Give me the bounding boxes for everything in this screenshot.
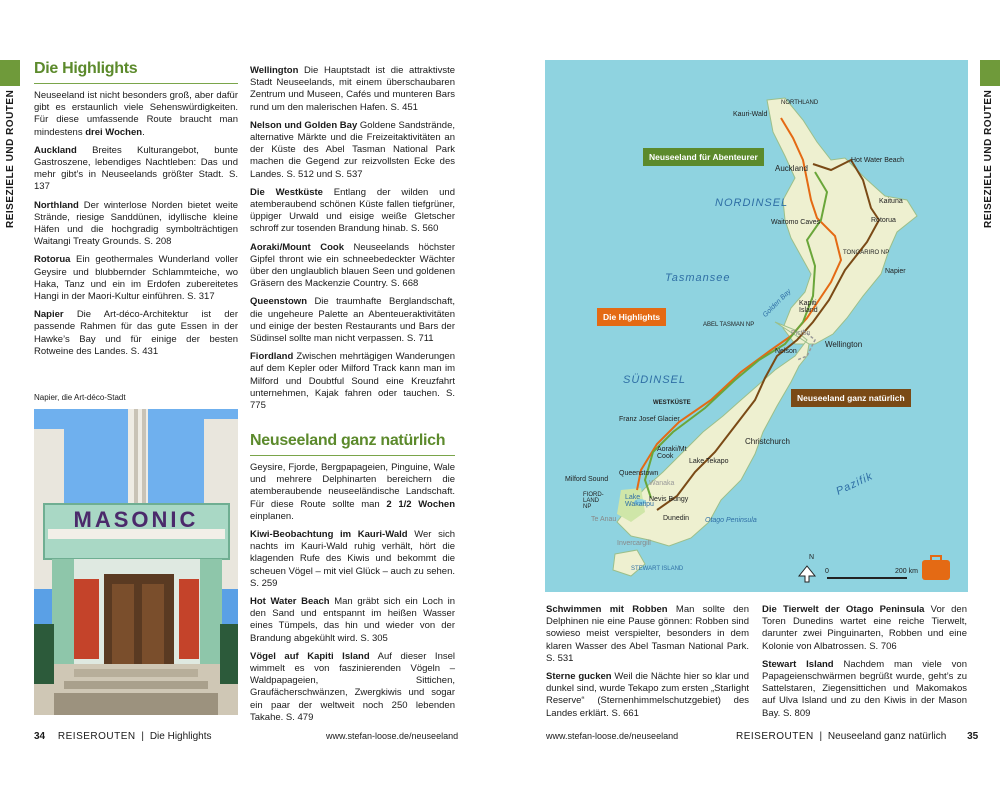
masonic-building-illustration	[34, 409, 238, 715]
footer-url-right[interactable]: www.stefan-loose.de/neuseeland	[546, 731, 679, 741]
entry-stewart: Stewart Island Nachdem man viele von Papageienschwärmen begrüßt wurde, geht’s zu Sattelstaren, Ziegensittichen und Makomakos auf Ulva Island und zu den Kiwis in der Mason Bay. S. 809	[762, 658, 967, 719]
entry-aoraki: Aoraki/Mount Cook Neuseelands höchster Gipfel thront wie ein schneebedeckter Wächter über den unglaublich blauen Seen und goldenen Gräsern des Mackenzie Country. S. 668	[250, 241, 455, 290]
entry-rotorua: Rotorua Ein geothermales Wunderland voller Geysire und blubbernder Schlammteiche, wo Haka, Tanz und ein im Erdofen zubereitetes Hangi in der Maori-Kultur einführen. S. 317	[34, 254, 238, 303]
masonic-sign: MASONIC	[73, 507, 199, 532]
entry-napier: Napier Die Art-déco-Architektur ist der passende Rahmen für das gute Essen in der Hawke’s Bay und für einige der besten Rotweine des Landes. S. 431	[34, 309, 238, 357]
footer-sub-left: Die Highlights	[149, 731, 212, 742]
place-westkueste: WESTKÜSTE	[653, 400, 691, 406]
label-suedinsel: SÜDINSEL	[623, 374, 687, 386]
chapter-tab-left	[0, 60, 20, 86]
page-number-left: 34	[34, 731, 46, 742]
place-stewart: STEWART ISLAND	[631, 566, 684, 572]
place-wakatipu: Lake Wakatipu	[625, 494, 654, 508]
place-christchurch: Christchurch	[745, 437, 790, 446]
place-otago: Otago Peninsula	[705, 517, 757, 524]
photo-caption: Napier, die Art-déco-Stadt	[34, 393, 126, 402]
footer-sub-right: Neuseeland ganz natürlich	[827, 731, 947, 742]
place-invercargill: Invercargill	[617, 540, 651, 547]
place-fiordland: FIORD-LAND NP	[583, 492, 604, 510]
label-nordinsel: NORDINSEL	[715, 197, 789, 209]
nature-intro: Geysire, Fjorde, Bergpapageien, Pinguine, Wale und mehrere Delphinarten bereichern die atemberaubende neuseeländische Landschaft. Für diese Route sollte man 2 1/2 Wochen einplanen.	[250, 462, 455, 522]
entry-queenstown: Queenstown Die traumhafte Berglandschaft, die ungeheure Palette an Abenteueraktivitäten und einige der besten Restaurants und Bars der Südinsel sollte man nicht verpassen. S. 711	[250, 296, 455, 345]
place-wellington: Wellington	[825, 340, 863, 349]
place-napier: Napier	[885, 268, 906, 275]
place-aoraki: Aoraki/Mt Cook	[657, 446, 687, 460]
footer-divider-right: |	[819, 731, 823, 742]
place-queenstown: Queenstown	[619, 470, 659, 477]
middle-column-lower	[250, 432, 455, 730]
chapter-side-label-right: REISEZIELE UND ROUTEN	[983, 89, 994, 228]
footer-section-left: REISEROUTEN	[57, 731, 136, 742]
entry-wellington: Wellington Die Hauptstadt ist die attraktivste Stadt Neuseelands, mit einem überschaubaren Zentrum und Museen, Cafés und munteren Bars rund um den malerischen Hafen. S. 451	[250, 65, 455, 113]
place-auckland: Auckland	[775, 164, 808, 173]
chapter-side-label-left: REISEZIELE UND ROUTEN	[5, 89, 16, 228]
label-pazifik: Pazifik	[834, 470, 876, 498]
place-nelson: Nelson	[775, 348, 797, 355]
scale-max: 200 km	[895, 568, 918, 575]
scale-zero: 0	[825, 568, 829, 575]
title-rule-2	[250, 455, 455, 456]
place-franzjosef: Franz Josef Glacier	[619, 416, 680, 423]
place-milford: Milford Sound	[565, 476, 609, 483]
entry-fiordland: Fiordland Zwischen mehrtägigen Wanderungen auf dem Kepler oder Milford Track kann man im Milford und Doubtful Sound eine Kreuzfahrt unternehmen, Kajak fahren oder tauchen. S. 775	[250, 351, 455, 412]
page-number-right: 35	[967, 731, 979, 742]
place-kauri: Kauri-Wald	[733, 111, 768, 118]
footer-left	[34, 731, 212, 742]
place-dunedin: Dunedin	[663, 515, 690, 522]
place-teanau: Te Anau	[591, 516, 617, 523]
legend-highlights: Die Highlights	[597, 308, 666, 326]
place-abeltasman: ABEL TASMAN NP	[703, 322, 755, 328]
place-hotwater: Hot Water Beach	[851, 157, 905, 164]
place-kapiti: Kapiti Island	[799, 300, 818, 314]
place-nevis: Nevis Bungy	[649, 496, 689, 503]
legend-adventure: Neuseeland für Abenteurer	[643, 148, 764, 166]
entry-northland: Northland Der winterlose Norden bietet weite Strände, riesige Sanddünen, idyllische kleine Häfen und die hochgradig symbolträchtigen Waitangi Treaty Grounds. S. 208	[34, 199, 238, 248]
entry-sterne: Sterne gucken Weil die Nächte hier so klar und dunkel sind, wurde Tekapo zum ersten „Starlight Reserve“ (Sternenhimmelschutzgebiet) des Landes erklärt. S. 661	[546, 671, 749, 719]
entry-kapiti: Vögel auf Kapiti Island Auf dieser Insel wimmelt es von faszinierenden Vögeln – Waldpapageien, Sittichen, Graufächerschwänzen, Zwergkiwis und sogar ein paar der weltweit noch 250 lebenden Takahe. S. 479	[250, 650, 455, 723]
footer-section-right: REISEROUTEN	[736, 731, 814, 742]
section-title-nature: Neuseeland ganz natürlich	[250, 432, 446, 449]
section-title-highlights: Die Highlights	[34, 60, 138, 77]
entry-robben: Schwimmen mit Robben Man sollte den Delphinen nie eine Pause gönnen: Robben sind sowieso meist verspielter, besonders in dem klaren Wasser des Abel Tasman National Park. S. 531	[546, 604, 749, 664]
place-northland: NORTHLAND	[781, 100, 819, 106]
title-rule	[34, 83, 238, 84]
place-picton: Picton	[791, 330, 811, 337]
entry-nelson: Nelson und Golden Bay Goldene Sandstrände, alternative Märkte und die Freizeitaktivitäten an der Küste des Abel Tasman National Park machen die Gegend zur reizvollsten Ecke des Landes. S. 512 und S. 537	[250, 119, 455, 180]
middle-column	[250, 65, 455, 418]
entry-hotwater: Hot Water Beach Man gräbt sich ein Loch in den Sand und entspannt im heißen Wasser eines Tümpels, das hin und wieder von der Brandung abgekühlt wird. S. 305	[250, 596, 455, 644]
right-column-1	[546, 604, 749, 726]
place-goldenbay: Golden Bay	[761, 288, 793, 319]
left-column	[34, 60, 238, 364]
place-kaituna: Kaituna	[879, 198, 903, 205]
entry-kiwi: Kiwi-Beobachtung im Kauri-Wald Wer sich nachts im Kauri-Wald ruhig verhält, hört die klagenden Rufe des Kiwis und bekommt die scheuen Vögel – mit viel Glück – auch zu sehen. S. 259	[250, 529, 455, 589]
new-zealand-map	[545, 60, 968, 592]
place-waitomo: Waitomo Caves	[771, 219, 821, 226]
place-tongariro: TONGARIRO NP	[843, 250, 890, 256]
place-tekapo: Lake Tekapo	[689, 458, 729, 465]
entry-westkueste: Die Westküste Entlang der wilden und atemberaubend schönen Küste fallen tiefgrüner, üppiger Urwald und eisige weiße Gletscher schroff zur tosenden Brandung hinab. S. 560	[250, 186, 455, 235]
chapter-tab-right	[980, 60, 1000, 86]
place-wanaka: Wanaka	[649, 480, 675, 487]
label-tasmansee: Tasmansee	[665, 272, 731, 284]
north-label: N	[809, 554, 815, 561]
entry-otago: Die Tierwelt der Otago Peninsula Vor den Toren Dunedins wartet eine reiche Tierwelt, darunter zwei Pinguinarten, Robben und eine Kolonie von Albatrossen. S. 706	[762, 604, 968, 652]
right-column-2	[762, 604, 967, 726]
intro-paragraph: Neuseeland ist nicht besonders groß, aber dafür gibt es erstaunlich viele Sehenswürdigkeiten. Für diese umfassende Route braucht man mindestens drei Wochen.	[34, 90, 238, 138]
footer-divider-left: |	[141, 731, 145, 742]
napier-photo	[34, 409, 238, 715]
entry-auckland: Auckland Breites Kulturangebot, bunte Gastroszene, lebendiges Nachtleben: Das und mehr gibt’s in Neuseelands größter Stadt. S. 137	[34, 144, 238, 193]
place-rotorua: Rotorua	[871, 217, 896, 224]
legend-nature: Neuseeland ganz natürlich	[791, 389, 911, 407]
footer-right	[736, 731, 978, 742]
map-shapes	[545, 60, 968, 592]
footer-url-left[interactable]: www.stefan-loose.de/neuseeland	[326, 731, 459, 741]
